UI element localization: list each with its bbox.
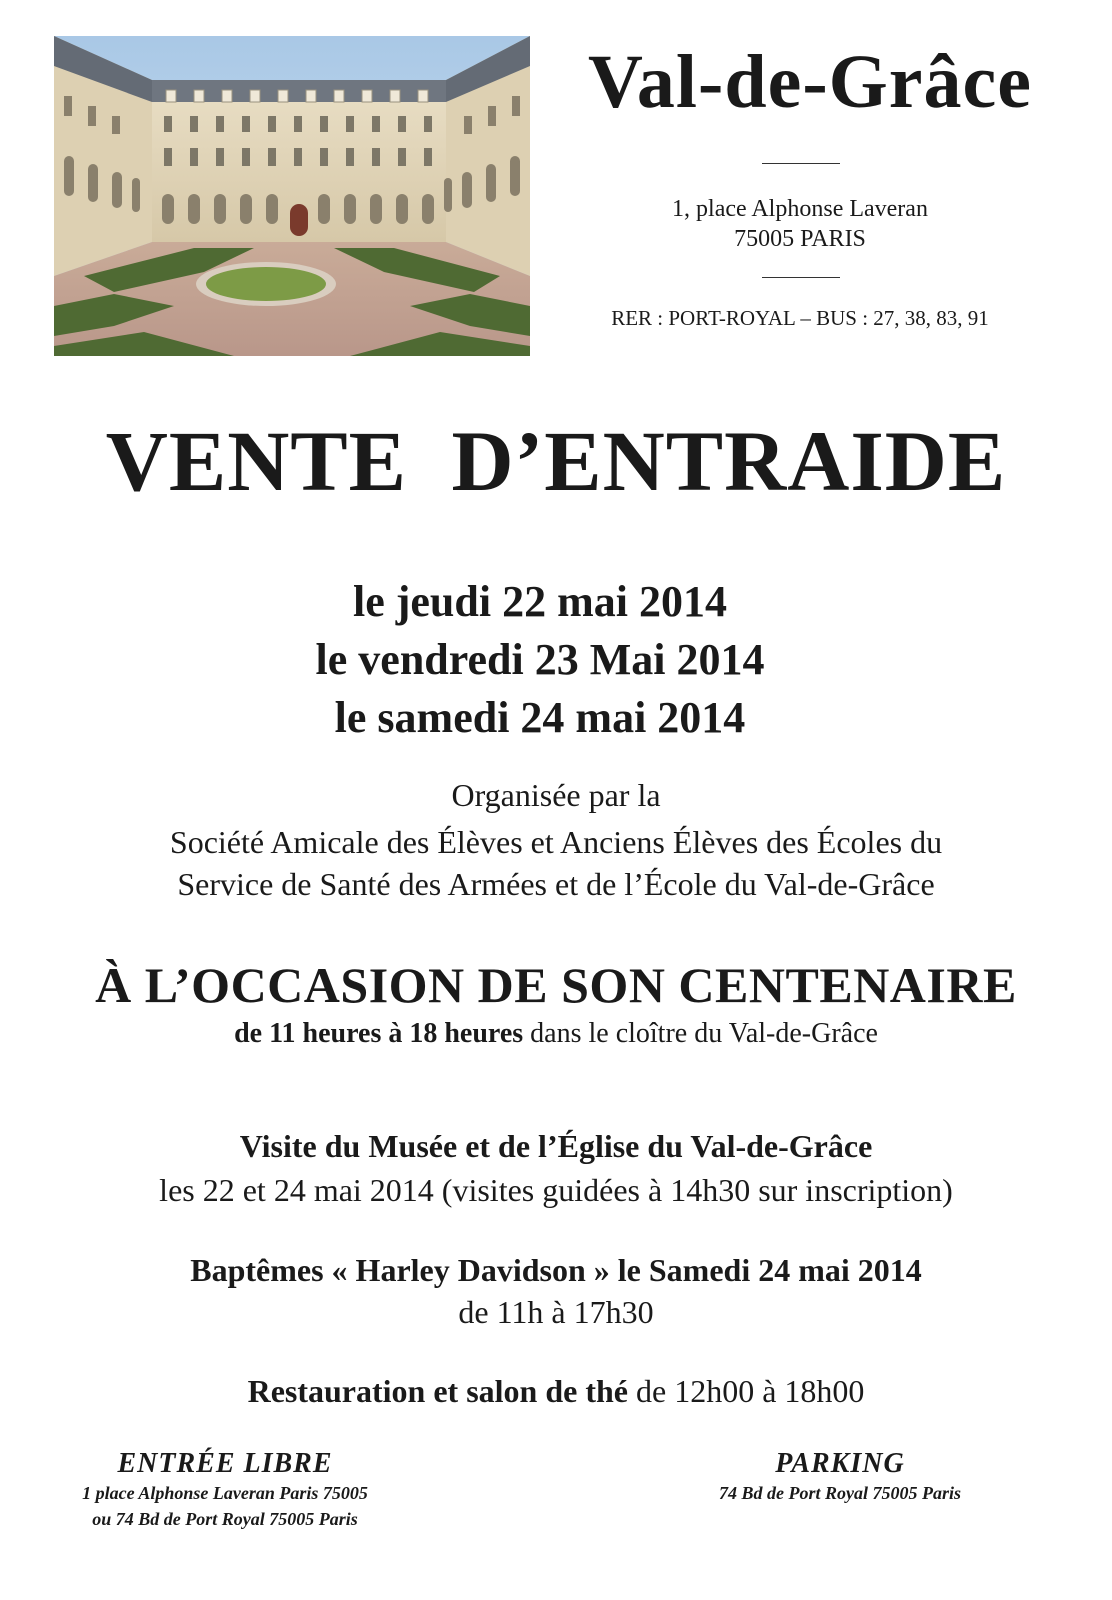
- entree-address-2: ou 74 Bd de Port Royal 75005 Paris: [92, 1509, 358, 1529]
- organizer-line-1: Société Amicale des Élèves et Anciens Élèves des Écoles du: [169, 824, 943, 860]
- parking-address: 74 Bd de Port Royal 75005 Paris: [719, 1483, 961, 1503]
- entree-libre-title: ENTRÉE LIBRE: [117, 1448, 333, 1479]
- visit-detail: les 22 et 24 mai 2014 (visites guidées à 14h30 sur inscription): [159, 1172, 953, 1208]
- transport-info: RER : PORT-ROYAL – BUS : 27, 38, 83, 91: [611, 306, 989, 330]
- organizer-intro: Organisée par la: [451, 777, 661, 813]
- event-date-2: le vendredi 23 Mai 2014: [315, 635, 765, 684]
- opening-hours-bold: de 11 heures à 18 heures: [234, 1018, 524, 1049]
- organizer-line-2: Service de Santé des Armées et de l’École du Val-de-Grâce: [177, 866, 935, 902]
- entree-address-1: 1 place Alphonse Laveran Paris 75005: [82, 1483, 368, 1503]
- address-line-1: 1, place Alphonse Laveran: [672, 196, 928, 222]
- restauration-hours: de 12h00 à 18h00: [628, 1373, 865, 1409]
- parking-title: PARKING: [775, 1448, 905, 1479]
- restauration-label: Restauration et salon de thé: [247, 1373, 628, 1409]
- harley-hours: de 11h à 17h30: [458, 1294, 654, 1330]
- address-line-2: 75005 PARIS: [734, 226, 866, 252]
- harley-title: Baptêmes « Harley Davidson » le Samedi 24 mai 2014: [190, 1252, 922, 1288]
- opening-hours-location: dans le cloître du Val-de-Grâce: [523, 1018, 878, 1049]
- divider-top: [762, 163, 840, 164]
- visit-title: Visite du Musée et de l’Église du Val-de-Grâce: [239, 1128, 873, 1164]
- cloister-photo: [54, 36, 530, 356]
- divider-bottom: [762, 277, 840, 278]
- restauration-info: [0, 1375, 1112, 1407]
- event-date-1: le jeudi 22 mai 2014: [353, 577, 727, 626]
- occasion-title: À L’OCCASION DE SON CENTENAIRE: [95, 957, 1017, 1013]
- event-title: VENTE D’ENTRAIDE: [105, 413, 1007, 509]
- event-date-3: le samedi 24 mai 2014: [334, 693, 746, 742]
- opening-hours: [0, 1020, 1112, 1048]
- venue-title: Val-de-Grâce: [588, 40, 1032, 124]
